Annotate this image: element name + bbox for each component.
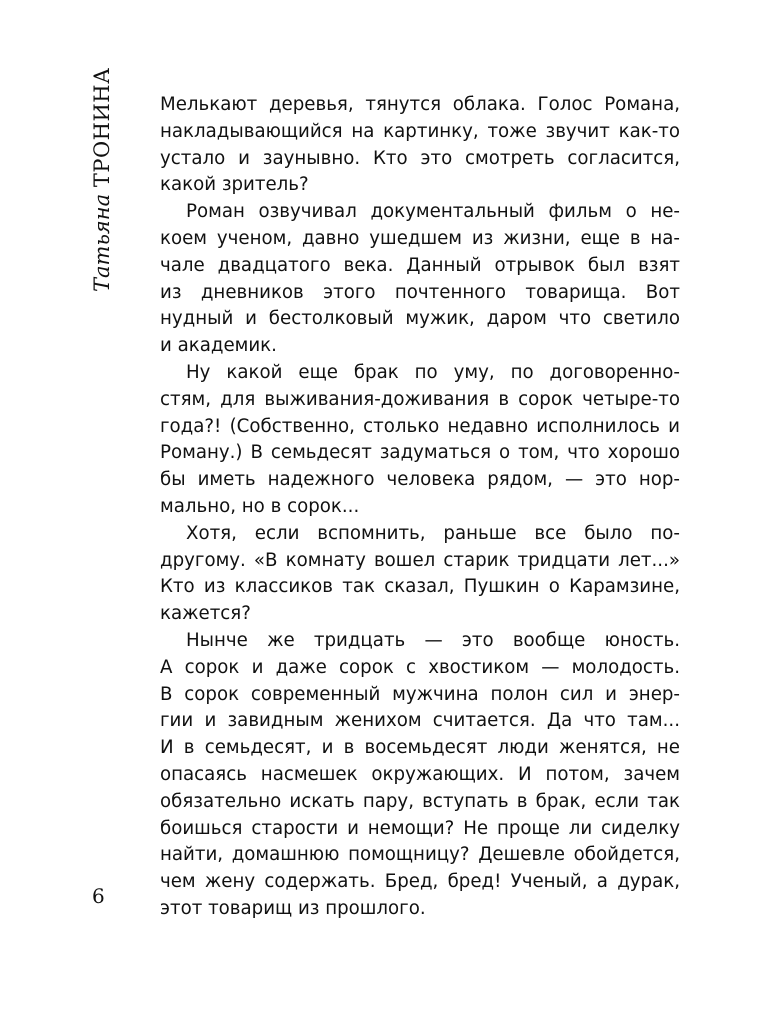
text-line: Хотя, если вспомнить, раньше все было по- (186, 522, 680, 544)
text-line: гии и завидным женихом считается. Да что там... (160, 710, 680, 732)
text-line: чем жену содержать. Бред, бред! Ученый, а дурак, (160, 871, 680, 893)
text-line: этот товарищ из прошлого. (160, 897, 426, 919)
running-head-author-first: Татьяна (90, 193, 114, 292)
text-line: Нынче же тридцать — это вообще юность. (186, 629, 680, 651)
page-number: 6 (92, 884, 105, 908)
paragraph-4 (160, 521, 680, 628)
text-line: кажется? (160, 603, 251, 625)
text-line: опасаясь насмешек окружающих. И потом, зачем (160, 763, 680, 785)
text-line: коем ученом, давно ушедшем из жизни, еще в на- (160, 227, 680, 249)
text-line: обязательно искать пару, вступать в брак, если так (160, 790, 680, 812)
text-line: Ну какой еще брак по уму, по договоренно- (186, 361, 680, 383)
text-line: В сорок современный мужчина полон сил и энер- (160, 683, 680, 705)
text-line: какой зритель? (160, 174, 309, 196)
text-line: чале двадцатого века. Данный отрывок был взят (160, 254, 680, 276)
text-line: Роману.) В семьдесят задуматься о том, что хорошо (160, 442, 680, 464)
text-line: устало и заунывно. Кто это смотреть согласится, (160, 147, 680, 169)
text-line: Роман озвучивал документальный фильм о не- (186, 201, 680, 223)
text-line: А сорок и даже сорок с хвостиком — молодость. (160, 656, 680, 678)
paragraph-2 (160, 199, 680, 360)
text-line: и академик. (160, 335, 277, 357)
text-line: накладывающийся на картинку, тоже звучит как-то (160, 120, 680, 142)
text-line: мально, но в сорок... (160, 495, 360, 517)
running-head (86, 67, 118, 292)
text-line: И в семьдесят, и в восемьдесят люди женятся, не (160, 737, 680, 759)
text-line: Мелькают деревья, тянутся облака. Голос Романа, (160, 94, 680, 115)
text-line: боишься старости и немощи? Не проще ли сиделку (160, 817, 680, 839)
body-text (160, 92, 680, 923)
paragraph-5 (160, 628, 680, 923)
text-line: стям, для выживания-доживания в сорок четыре-то (160, 388, 680, 410)
running-head-author-last: ТРОНИНА (90, 67, 114, 188)
text-line: из дневников этого почтенного товарища. Вот (160, 281, 680, 303)
paragraph-3 (160, 360, 680, 521)
text-line: Кто из классиков так сказал, Пушкин о Карамзине, (160, 576, 680, 598)
text-line: другому. «В комнату вошел старик тридцати лет...» (160, 549, 680, 571)
text-line: нудный и бестолковый мужик, даром что светило (160, 308, 680, 330)
text-line: бы иметь надежного человека рядом, — это нор- (160, 469, 680, 491)
text-line: найти, домашнюю помощницу? Дешевле обойдется, (160, 844, 680, 866)
paragraph-1 (160, 92, 680, 199)
text-line: года?! (Собственно, столько недавно исполнилось и (160, 415, 680, 437)
